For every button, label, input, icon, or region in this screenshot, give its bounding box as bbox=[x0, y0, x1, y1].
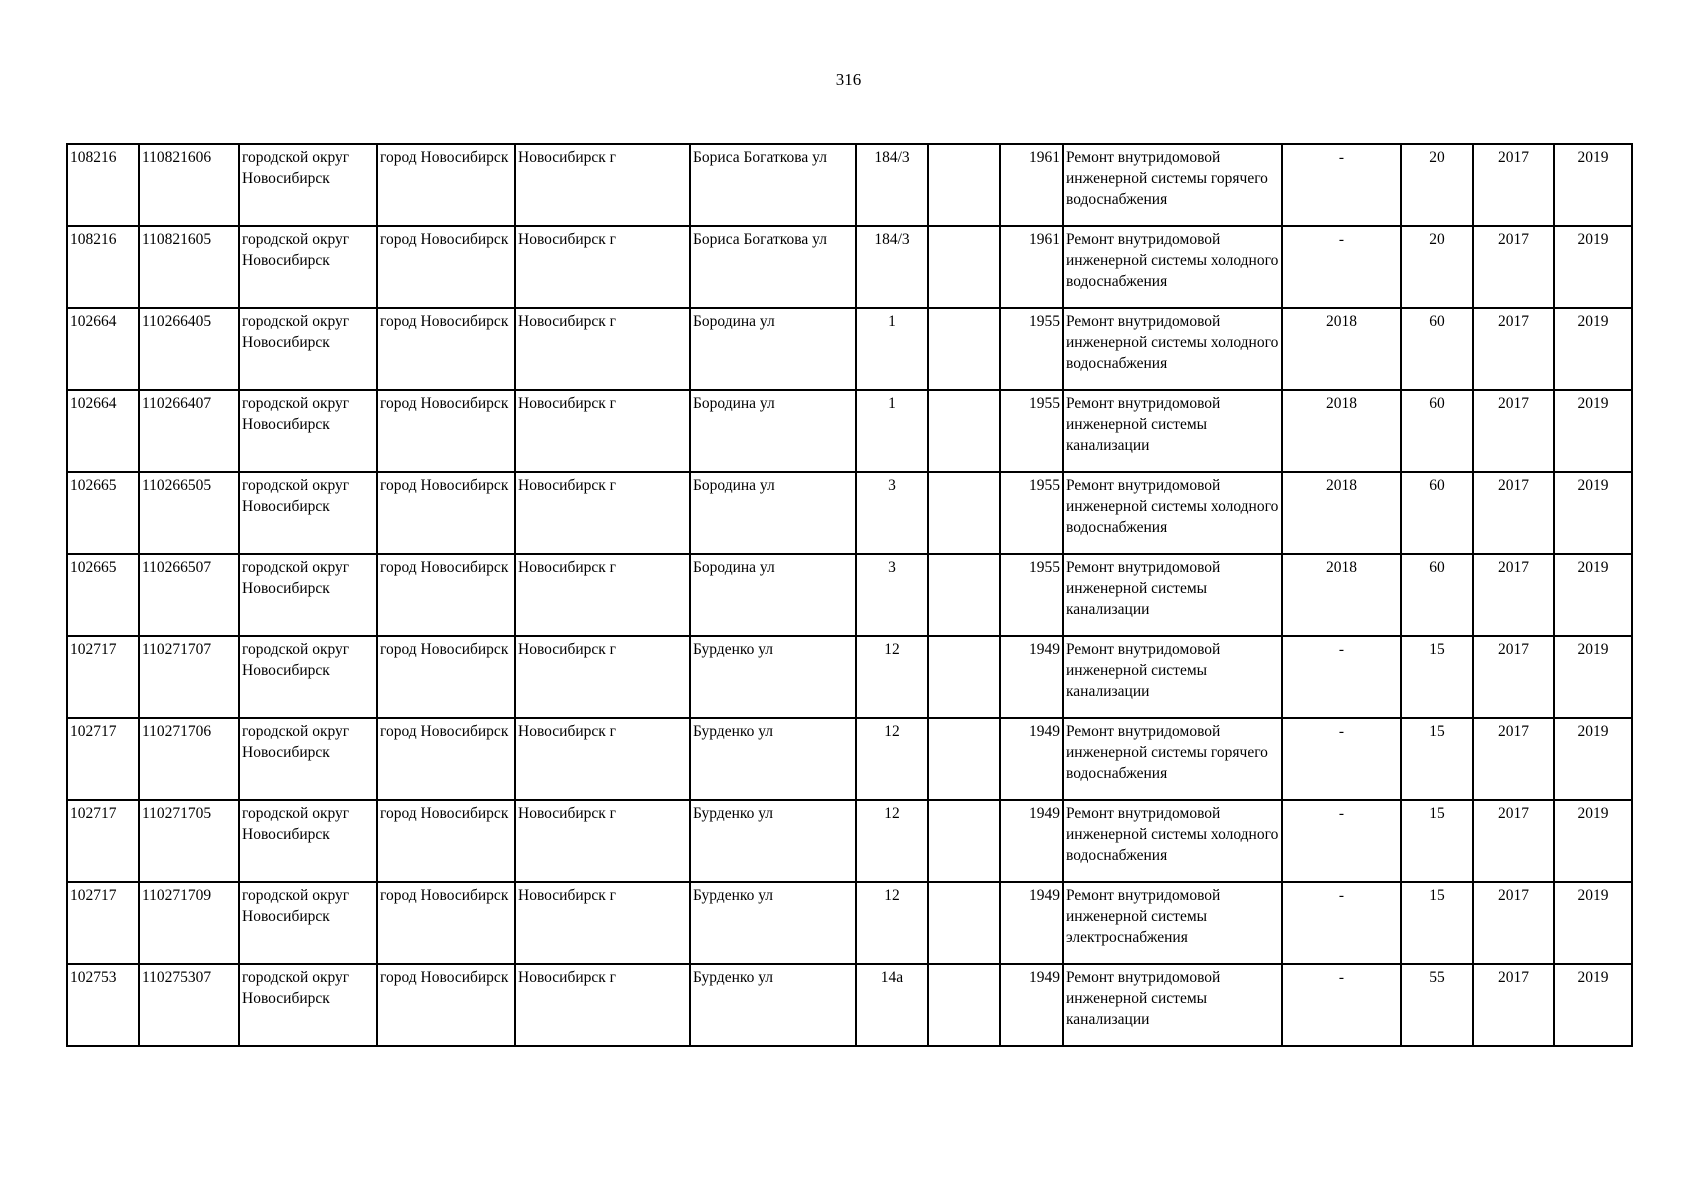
municipality-cell: городской округ Новосибирск bbox=[239, 636, 377, 718]
repair-register-table bbox=[66, 143, 1633, 1047]
locality-cell: Новосибирск г bbox=[515, 472, 690, 554]
construction-year-cell: 1955 bbox=[1000, 554, 1063, 636]
building-cell bbox=[928, 144, 1000, 226]
system-id-cell: 110266505 bbox=[139, 472, 239, 554]
object-id-cell: 102717 bbox=[67, 882, 139, 964]
last-repair-year-cell: 2018 bbox=[1282, 554, 1401, 636]
period-end-cell: 2019 bbox=[1554, 226, 1632, 308]
house-number-cell: 1 bbox=[856, 390, 928, 472]
street-cell: Бородина ул bbox=[690, 472, 856, 554]
period-end-cell: 2019 bbox=[1554, 390, 1632, 472]
house-number-cell: 1 bbox=[856, 308, 928, 390]
construction-year-cell: 1949 bbox=[1000, 636, 1063, 718]
settlement-cell: город Новосибирск bbox=[377, 800, 515, 882]
house-number-cell: 3 bbox=[856, 472, 928, 554]
locality-cell: Новосибирск г bbox=[515, 636, 690, 718]
house-number-cell: 184/3 bbox=[856, 144, 928, 226]
table-row bbox=[67, 472, 1632, 554]
system-id-cell: 110266507 bbox=[139, 554, 239, 636]
period-start-cell: 2017 bbox=[1473, 390, 1554, 472]
municipality-cell: городской округ Новосибирск bbox=[239, 390, 377, 472]
period-start-cell: 2017 bbox=[1473, 472, 1554, 554]
system-id-cell: 110271707 bbox=[139, 636, 239, 718]
house-number-cell: 12 bbox=[856, 882, 928, 964]
settlement-cell: город Новосибирск bbox=[377, 636, 515, 718]
building-cell bbox=[928, 472, 1000, 554]
period-start-cell: 2017 bbox=[1473, 636, 1554, 718]
work-type-cell: Ремонт внутридомовой инженерной системы электроснабжения bbox=[1063, 882, 1282, 964]
construction-year-cell: 1949 bbox=[1000, 882, 1063, 964]
work-type-cell: Ремонт внутридомовой инженерной системы канализации bbox=[1063, 964, 1282, 1046]
street-cell: Бориса Богаткова ул bbox=[690, 144, 856, 226]
street-cell: Бородина ул bbox=[690, 390, 856, 472]
locality-cell: Новосибирск г bbox=[515, 226, 690, 308]
table-row bbox=[67, 636, 1632, 718]
system-id-cell: 110266407 bbox=[139, 390, 239, 472]
house-number-cell: 12 bbox=[856, 718, 928, 800]
settlement-cell: город Новосибирск bbox=[377, 472, 515, 554]
building-cell bbox=[928, 636, 1000, 718]
object-id-cell: 108216 bbox=[67, 144, 139, 226]
house-number-cell: 12 bbox=[856, 800, 928, 882]
period-end-cell: 2019 bbox=[1554, 308, 1632, 390]
construction-year-cell: 1955 bbox=[1000, 472, 1063, 554]
work-type-cell: Ремонт внутридомовой инженерной системы канализации bbox=[1063, 390, 1282, 472]
last-repair-year-cell: - bbox=[1282, 226, 1401, 308]
period-start-cell: 2017 bbox=[1473, 554, 1554, 636]
wear-percent-cell: 15 bbox=[1401, 636, 1473, 718]
street-cell: Бурденко ул bbox=[690, 882, 856, 964]
last-repair-year-cell: 2018 bbox=[1282, 390, 1401, 472]
building-cell bbox=[928, 554, 1000, 636]
settlement-cell: город Новосибирск bbox=[377, 226, 515, 308]
municipality-cell: городской округ Новосибирск bbox=[239, 226, 377, 308]
wear-percent-cell: 55 bbox=[1401, 964, 1473, 1046]
period-start-cell: 2017 bbox=[1473, 718, 1554, 800]
street-cell: Бурденко ул bbox=[690, 800, 856, 882]
table-row bbox=[67, 390, 1632, 472]
locality-cell: Новосибирск г bbox=[515, 882, 690, 964]
street-cell: Бориса Богаткова ул bbox=[690, 226, 856, 308]
period-end-cell: 2019 bbox=[1554, 800, 1632, 882]
table-body bbox=[67, 144, 1632, 1046]
work-type-cell: Ремонт внутридомовой инженерной системы холодного водоснабжения bbox=[1063, 800, 1282, 882]
object-id-cell: 108216 bbox=[67, 226, 139, 308]
building-cell bbox=[928, 308, 1000, 390]
period-end-cell: 2019 bbox=[1554, 882, 1632, 964]
work-type-cell: Ремонт внутридомовой инженерной системы горячего водоснабжения bbox=[1063, 144, 1282, 226]
settlement-cell: город Новосибирск bbox=[377, 882, 515, 964]
last-repair-year-cell: - bbox=[1282, 718, 1401, 800]
table-row bbox=[67, 964, 1632, 1046]
construction-year-cell: 1955 bbox=[1000, 390, 1063, 472]
work-type-cell: Ремонт внутридомовой инженерной системы холодного водоснабжения bbox=[1063, 472, 1282, 554]
table-row bbox=[67, 718, 1632, 800]
period-start-cell: 2017 bbox=[1473, 144, 1554, 226]
locality-cell: Новосибирск г bbox=[515, 718, 690, 800]
street-cell: Бурденко ул bbox=[690, 636, 856, 718]
wear-percent-cell: 15 bbox=[1401, 718, 1473, 800]
wear-percent-cell: 60 bbox=[1401, 390, 1473, 472]
last-repair-year-cell: 2018 bbox=[1282, 308, 1401, 390]
last-repair-year-cell: 2018 bbox=[1282, 472, 1401, 554]
work-type-cell: Ремонт внутридомовой инженерной системы холодного водоснабжения bbox=[1063, 308, 1282, 390]
building-cell bbox=[928, 882, 1000, 964]
house-number-cell: 12 bbox=[856, 636, 928, 718]
building-cell bbox=[928, 800, 1000, 882]
last-repair-year-cell: - bbox=[1282, 636, 1401, 718]
last-repair-year-cell: - bbox=[1282, 144, 1401, 226]
house-number-cell: 14а bbox=[856, 964, 928, 1046]
wear-percent-cell: 60 bbox=[1401, 472, 1473, 554]
wear-percent-cell: 20 bbox=[1401, 226, 1473, 308]
street-cell: Бородина ул bbox=[690, 308, 856, 390]
settlement-cell: город Новосибирск bbox=[377, 554, 515, 636]
period-end-cell: 2019 bbox=[1554, 554, 1632, 636]
table-row bbox=[67, 308, 1632, 390]
system-id-cell: 110275307 bbox=[139, 964, 239, 1046]
settlement-cell: город Новосибирск bbox=[377, 964, 515, 1046]
system-id-cell: 110271705 bbox=[139, 800, 239, 882]
table-row bbox=[67, 144, 1632, 226]
locality-cell: Новосибирск г bbox=[515, 554, 690, 636]
municipality-cell: городской округ Новосибирск bbox=[239, 554, 377, 636]
construction-year-cell: 1949 bbox=[1000, 718, 1063, 800]
object-id-cell: 102753 bbox=[67, 964, 139, 1046]
system-id-cell: 110821606 bbox=[139, 144, 239, 226]
locality-cell: Новосибирск г bbox=[515, 964, 690, 1046]
period-start-cell: 2017 bbox=[1473, 882, 1554, 964]
period-start-cell: 2017 bbox=[1473, 308, 1554, 390]
work-type-cell: Ремонт внутридомовой инженерной системы холодного водоснабжения bbox=[1063, 226, 1282, 308]
period-end-cell: 2019 bbox=[1554, 144, 1632, 226]
wear-percent-cell: 60 bbox=[1401, 554, 1473, 636]
period-end-cell: 2019 bbox=[1554, 718, 1632, 800]
building-cell bbox=[928, 964, 1000, 1046]
object-id-cell: 102665 bbox=[67, 472, 139, 554]
settlement-cell: город Новосибирск bbox=[377, 308, 515, 390]
work-type-cell: Ремонт внутридомовой инженерной системы горячего водоснабжения bbox=[1063, 718, 1282, 800]
building-cell bbox=[928, 390, 1000, 472]
street-cell: Бурденко ул bbox=[690, 964, 856, 1046]
period-start-cell: 2017 bbox=[1473, 800, 1554, 882]
locality-cell: Новосибирск г bbox=[515, 800, 690, 882]
period-start-cell: 2017 bbox=[1473, 964, 1554, 1046]
municipality-cell: городской округ Новосибирск bbox=[239, 718, 377, 800]
wear-percent-cell: 60 bbox=[1401, 308, 1473, 390]
building-cell bbox=[928, 226, 1000, 308]
street-cell: Бородина ул bbox=[690, 554, 856, 636]
construction-year-cell: 1949 bbox=[1000, 800, 1063, 882]
locality-cell: Новосибирск г bbox=[515, 144, 690, 226]
street-cell: Бурденко ул bbox=[690, 718, 856, 800]
system-id-cell: 110266405 bbox=[139, 308, 239, 390]
period-end-cell: 2019 bbox=[1554, 472, 1632, 554]
settlement-cell: город Новосибирск bbox=[377, 718, 515, 800]
table-row bbox=[67, 554, 1632, 636]
house-number-cell: 3 bbox=[856, 554, 928, 636]
period-end-cell: 2019 bbox=[1554, 636, 1632, 718]
construction-year-cell: 1955 bbox=[1000, 308, 1063, 390]
settlement-cell: город Новосибирск bbox=[377, 144, 515, 226]
table-row bbox=[67, 800, 1632, 882]
period-start-cell: 2017 bbox=[1473, 226, 1554, 308]
object-id-cell: 102717 bbox=[67, 800, 139, 882]
municipality-cell: городской округ Новосибирск bbox=[239, 882, 377, 964]
last-repair-year-cell: - bbox=[1282, 882, 1401, 964]
object-id-cell: 102717 bbox=[67, 636, 139, 718]
construction-year-cell: 1961 bbox=[1000, 226, 1063, 308]
work-type-cell: Ремонт внутридомовой инженерной системы канализации bbox=[1063, 554, 1282, 636]
wear-percent-cell: 20 bbox=[1401, 144, 1473, 226]
construction-year-cell: 1949 bbox=[1000, 964, 1063, 1046]
house-number-cell: 184/3 bbox=[856, 226, 928, 308]
system-id-cell: 110271709 bbox=[139, 882, 239, 964]
municipality-cell: городской округ Новосибирск bbox=[239, 308, 377, 390]
object-id-cell: 102665 bbox=[67, 554, 139, 636]
municipality-cell: городской округ Новосибирск bbox=[239, 472, 377, 554]
municipality-cell: городской округ Новосибирск bbox=[239, 964, 377, 1046]
object-id-cell: 102664 bbox=[67, 390, 139, 472]
wear-percent-cell: 15 bbox=[1401, 800, 1473, 882]
object-id-cell: 102664 bbox=[67, 308, 139, 390]
system-id-cell: 110821605 bbox=[139, 226, 239, 308]
wear-percent-cell: 15 bbox=[1401, 882, 1473, 964]
municipality-cell: городской округ Новосибирск bbox=[239, 144, 377, 226]
settlement-cell: город Новосибирск bbox=[377, 390, 515, 472]
locality-cell: Новосибирск г bbox=[515, 308, 690, 390]
last-repair-year-cell: - bbox=[1282, 964, 1401, 1046]
construction-year-cell: 1961 bbox=[1000, 144, 1063, 226]
building-cell bbox=[928, 718, 1000, 800]
locality-cell: Новосибирск г bbox=[515, 390, 690, 472]
municipality-cell: городской округ Новосибирск bbox=[239, 800, 377, 882]
table-row bbox=[67, 882, 1632, 964]
last-repair-year-cell: - bbox=[1282, 800, 1401, 882]
table-row bbox=[67, 226, 1632, 308]
system-id-cell: 110271706 bbox=[139, 718, 239, 800]
object-id-cell: 102717 bbox=[67, 718, 139, 800]
page-number: 316 bbox=[835, 70, 862, 89]
work-type-cell: Ремонт внутридомовой инженерной системы канализации bbox=[1063, 636, 1282, 718]
period-end-cell: 2019 bbox=[1554, 964, 1632, 1046]
